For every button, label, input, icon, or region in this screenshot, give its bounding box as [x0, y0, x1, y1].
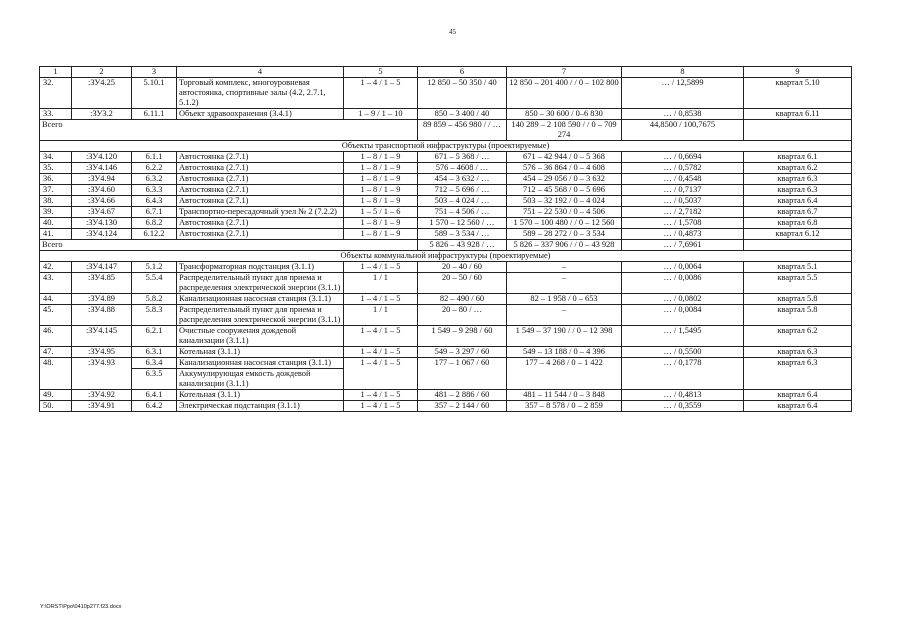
column-header: 2	[72, 67, 132, 78]
quarter-cell: квартал 6.3	[744, 174, 852, 185]
quarter-cell: квартал 5.8	[744, 294, 852, 305]
object-code: 5.8.3	[132, 305, 177, 326]
floors-cell: 1 – 8 / 1 – 9	[344, 196, 418, 207]
land-plot-code: :ЗУ4.120	[72, 152, 132, 163]
land-plot-code: :ЗУ4.130	[72, 218, 132, 229]
floors-cell: 1 – 8 / 1 – 9	[344, 218, 418, 229]
share-cell: … / 0,0802	[622, 294, 744, 305]
total-area-cell: 5 826 – 43 928 / …	[418, 240, 507, 251]
row-number: 34.	[40, 152, 72, 163]
section-title: Объекты транспортной инфраструктуры (проектируемые)	[40, 141, 852, 152]
object-code: 6.1.1	[132, 152, 177, 163]
object-code: 6.2.1	[132, 326, 177, 347]
row-number: 39.	[40, 207, 72, 218]
quarter-cell: квартал 5.10	[744, 78, 852, 109]
row-number: 36.	[40, 174, 72, 185]
land-plot-code: :ЗУ4.146	[72, 163, 132, 174]
land-plot-code: :ЗУ4.88	[72, 305, 132, 326]
floors-cell: 1 – 8 / 1 – 9	[344, 163, 418, 174]
column-header: 5	[344, 67, 418, 78]
total-area-cell: 850 – 30 600 / 0–6 830	[507, 109, 622, 120]
total-area-cell: 549 – 13 188 / 0 – 4 396	[507, 347, 622, 358]
total-area-cell: 89 859 – 456 980 / / …	[418, 120, 507, 141]
land-plot-code: :ЗУ4.25	[72, 78, 132, 109]
table-row	[40, 152, 852, 163]
total-sum-cell: 5 826 – 337 906 / / 0 – 43 928	[507, 240, 622, 251]
empty-cell	[744, 120, 852, 141]
object-name: Очистные сооружения дождевой канализации (3.1.1)	[177, 326, 344, 347]
object-code: 6.7.1	[132, 207, 177, 218]
total-area-cell: 12 850 – 201 400 / / 0 – 102 800	[507, 78, 622, 109]
object-code: 6.4.1	[132, 390, 177, 401]
share-cell: … / 0,6694	[622, 152, 744, 163]
object-code: 6.2.2	[132, 163, 177, 174]
quarter-cell: квартал 6.4	[744, 196, 852, 207]
object-name: Автостоянка (2.7.1)	[177, 185, 344, 196]
area-cell: 481 – 2 886 / 60	[418, 390, 507, 401]
object-name: Автостоянка (2.7.1)	[177, 163, 344, 174]
share-cell: … / 0,5037	[622, 196, 744, 207]
quarter-cell: квартал 5.5	[744, 273, 852, 294]
area-cell: 503 – 4 024 / …	[418, 196, 507, 207]
land-plot-code: :ЗУ4.89	[72, 294, 132, 305]
table-row	[40, 262, 852, 273]
object-name: Распределительный пункт для приема и распределения электрической энергии (3.1.1)	[177, 305, 344, 326]
quarter-cell: квартал 5.1	[744, 262, 852, 273]
share-cell: … / 0,4548	[622, 174, 744, 185]
row-number: 42.	[40, 262, 72, 273]
row-number: 47.	[40, 347, 72, 358]
floors-cell: 1 – 4 / 1 – 5	[344, 262, 418, 273]
total-area-cell: 751 – 22 530 / 0 – 4 506	[507, 207, 622, 218]
area-cell: 671 – 5 368 / …	[418, 152, 507, 163]
object-name: Котельная (3.1.1)	[177, 347, 344, 358]
quarter-cell: квартал 5.8	[744, 305, 852, 326]
data-table	[39, 66, 852, 412]
share-cell: … / 0,4813	[622, 390, 744, 401]
table-row	[40, 347, 852, 358]
footer-file-path: Y:\ORST\Ppo\0410p277.f23.docx	[40, 604, 122, 610]
total-area-cell: 589 – 28 272 / 0 – 3 534	[507, 229, 622, 240]
row-number: 49.	[40, 390, 72, 401]
share-cell: … / 0,0086	[622, 273, 744, 294]
area-cell: 549 – 3 297 / 60	[418, 347, 507, 358]
quarter-cell: квартал 6.8	[744, 218, 852, 229]
object-code: 6.3.2	[132, 174, 177, 185]
total-area-cell: 1 570 – 100 480 / / 0 – 12 560	[507, 218, 622, 229]
object-name: Аккумулирующая емкость дождевой канализации (3.1.1)	[177, 369, 344, 390]
row-number: 50.	[40, 401, 72, 412]
row-number: 45.	[40, 305, 72, 326]
row-number: 43.	[40, 273, 72, 294]
column-header: 3	[132, 67, 177, 78]
land-plot-code: :ЗУ4.60	[72, 185, 132, 196]
quarter-cell: квартал 6.1	[744, 152, 852, 163]
column-header: 9	[744, 67, 852, 78]
total-area-cell: 712 – 45 568 / 0 – 5 696	[507, 185, 622, 196]
floors-cell: 1 – 5 / 1 – 6	[344, 207, 418, 218]
total-share-cell: … / 7,6961	[622, 240, 744, 251]
share-cell: … / 0,7137	[622, 185, 744, 196]
header-row	[40, 67, 852, 78]
table-row	[40, 78, 852, 109]
table-row	[40, 163, 852, 174]
object-code: 6.3.3	[132, 185, 177, 196]
table-row	[40, 229, 852, 240]
total-label: Всего	[40, 120, 418, 141]
row-number: 35.	[40, 163, 72, 174]
table-row	[40, 207, 852, 218]
object-name: Торговый комплекс, многоуровневая автостоянка, спортивные залы (4.2, 2.7.1, 5.1.2)	[177, 78, 344, 109]
object-code: 5.1.2	[132, 262, 177, 273]
share-cell: … / 0,4873	[622, 229, 744, 240]
quarter-cell: квартал 6.4	[744, 390, 852, 401]
total-area-cell: 576 – 36 864 / 0 – 4 608	[507, 163, 622, 174]
quarter-cell: квартал 6.4	[744, 401, 852, 412]
share-cell: … / 0,8538	[622, 109, 744, 120]
object-name: Распределительный пункт для приема и распределения электрической энергии (3.1.1)	[177, 273, 344, 294]
total-share-cell: 44,8500 / 100,7675	[622, 120, 744, 141]
land-plot-code: :ЗУ4.93	[72, 358, 132, 390]
area-cell: 850 – 3 400 / 40	[418, 109, 507, 120]
area-cell: 357 – 2 144 / 60	[418, 401, 507, 412]
land-plot-code: :ЗУ4.147	[72, 262, 132, 273]
table-row	[40, 401, 852, 412]
object-name: Автостоянка (2.7.1)	[177, 152, 344, 163]
page-number: 45	[449, 28, 456, 36]
object-code: 5.10.1	[132, 78, 177, 109]
object-name: Автостоянка (2.7.1)	[177, 218, 344, 229]
area-cell: 12 850 – 50 350 / 40	[418, 78, 507, 109]
area-cell: 589 – 3 534 / …	[418, 229, 507, 240]
table-row	[40, 326, 852, 347]
object-name: Электрическая подстанция (3.1.1)	[177, 401, 344, 412]
floors-cell: 1 – 8 / 1 – 9	[344, 185, 418, 196]
table-body	[40, 67, 852, 412]
object-code: 6.3.4	[132, 358, 177, 369]
object-name: Канализационная насосная станция (3.1.1)	[177, 294, 344, 305]
area-cell: 82 – 490 / 60	[418, 294, 507, 305]
floors-cell: 1 – 4 / 1 – 5	[344, 358, 418, 390]
total-sum-cell: 140 289 – 2 108 590 / / 0 – 709 274	[507, 120, 622, 141]
section-title: Объекты коммунальной инфраструктуры (проектируемые)	[40, 251, 852, 262]
area-cell: 177 – 1 067 / 60	[418, 358, 507, 390]
floors-cell: 1 – 4 / 1 – 5	[344, 78, 418, 109]
share-cell: … / 12,5899	[622, 78, 744, 109]
object-code: 6.11.1	[132, 109, 177, 120]
total-row	[40, 120, 852, 141]
area-cell: 20 – 40 / 60	[418, 262, 507, 273]
total-area-cell: –	[507, 273, 622, 294]
land-plot-code: :ЗУ4.95	[72, 347, 132, 358]
land-plot-code: :ЗУ4.124	[72, 229, 132, 240]
total-area-cell: 82 – 1 958 / 0 – 653	[507, 294, 622, 305]
land-plot-code: :ЗУ4.85	[72, 273, 132, 294]
object-code: 6.3.1	[132, 347, 177, 358]
row-number: 44.	[40, 294, 72, 305]
share-cell: … / 0,3559	[622, 401, 744, 412]
share-cell: … / 0,0064	[622, 262, 744, 273]
total-area-cell: 357 – 8 578 / 0 – 2 859	[507, 401, 622, 412]
object-name: Объект здравоохранения (3.4.1)	[177, 109, 344, 120]
floors-cell: 1 – 4 / 1 – 5	[344, 326, 418, 347]
area-cell: 1 549 – 9 298 / 60	[418, 326, 507, 347]
object-code: 6.4.2	[132, 401, 177, 412]
column-header: 7	[507, 67, 622, 78]
floors-cell: 1 – 4 / 1 – 5	[344, 390, 418, 401]
section-title-row	[40, 251, 852, 262]
row-number: 46.	[40, 326, 72, 347]
row-number: 38.	[40, 196, 72, 207]
row-number: 48.	[40, 358, 72, 390]
column-header: 8	[622, 67, 744, 78]
column-header: 1	[40, 67, 72, 78]
row-number: 37.	[40, 185, 72, 196]
object-name: Автостоянка (2.7.1)	[177, 174, 344, 185]
total-label: Всего	[40, 240, 418, 251]
quarter-cell: квартал 6.2	[744, 326, 852, 347]
land-plot-code: :ЗУ4.94	[72, 174, 132, 185]
share-cell: … / 1,5708	[622, 218, 744, 229]
total-area-cell: 177 – 4 268 / 0 – 1 422	[507, 358, 622, 390]
object-name: Канализационная насосная станция (3.1.1)	[177, 358, 344, 369]
floors-cell: 1 – 4 / 1 – 5	[344, 294, 418, 305]
object-code: 6.12.2	[132, 229, 177, 240]
total-area-cell: 481 – 11 544 / 0 – 3 848	[507, 390, 622, 401]
floors-cell: 1 – 9 / 1 – 10	[344, 109, 418, 120]
share-cell: … / 0,5500	[622, 347, 744, 358]
total-area-cell: 1 549 – 37 190 / / 0 – 12 398	[507, 326, 622, 347]
share-cell: … / 0,0084	[622, 305, 744, 326]
floors-cell: 1 – 4 / 1 – 5	[344, 347, 418, 358]
land-plot-code: :ЗУ4.92	[72, 390, 132, 401]
total-area-cell: 454 – 29 056 / 0 – 3 632	[507, 174, 622, 185]
land-plot-code: :ЗУ4.66	[72, 196, 132, 207]
table-row	[40, 273, 852, 294]
table-row	[40, 174, 852, 185]
empty-cell	[744, 240, 852, 251]
share-cell: … / 0,5782	[622, 163, 744, 174]
row-number: 33.	[40, 109, 72, 120]
land-plot-code: :ЗУ4.145	[72, 326, 132, 347]
quarter-cell: квартал 6.7	[744, 207, 852, 218]
object-name: Трансформаторная подстанция (3.1.1)	[177, 262, 344, 273]
total-area-cell: 503 – 32 192 / 0 – 4 024	[507, 196, 622, 207]
quarter-cell: квартал 6.12	[744, 229, 852, 240]
floors-cell: 1 – 8 / 1 – 9	[344, 174, 418, 185]
total-area-cell: –	[507, 262, 622, 273]
table-row	[40, 218, 852, 229]
table-row	[40, 305, 852, 326]
quarter-cell: квартал 6.3	[744, 358, 852, 390]
section-title-row	[40, 141, 852, 152]
object-name: Котельная (3.1.1)	[177, 390, 344, 401]
quarter-cell: квартал 6.2	[744, 163, 852, 174]
table-row	[40, 390, 852, 401]
quarter-cell: квартал 6.11	[744, 109, 852, 120]
row-number: 40.	[40, 218, 72, 229]
table-row	[40, 358, 852, 369]
object-code: 6.4.3	[132, 196, 177, 207]
quarter-cell: квартал 6.3	[744, 347, 852, 358]
object-name: Транспортно-пересадочный узел № 2 (7.2.2)	[177, 207, 344, 218]
area-cell: 1 570 – 12 560 / …	[418, 218, 507, 229]
area-cell: 712 – 5 696 / …	[418, 185, 507, 196]
object-name: Автостоянка (2.7.1)	[177, 196, 344, 207]
area-cell: 576 – 4608 / …	[418, 163, 507, 174]
area-cell: 20 – 50 / 60	[418, 273, 507, 294]
table-row	[40, 109, 852, 120]
column-header: 4	[177, 67, 344, 78]
column-header: 6	[418, 67, 507, 78]
floors-cell: 1 – 8 / 1 – 9	[344, 229, 418, 240]
floors-cell: 1 / 1	[344, 273, 418, 294]
area-cell: 751 – 4 506 / …	[418, 207, 507, 218]
total-area-cell: 671 – 42 944 / 0 – 5 368	[507, 152, 622, 163]
row-number: 32.	[40, 78, 72, 109]
share-cell: … / 1,5495	[622, 326, 744, 347]
quarter-cell: квартал 6.3	[744, 185, 852, 196]
row-number: 41.	[40, 229, 72, 240]
land-plot-code: :ЗУ3.2	[72, 109, 132, 120]
table-row	[40, 185, 852, 196]
table-row	[40, 294, 852, 305]
land-plot-code: :ЗУ4.91	[72, 401, 132, 412]
share-cell: … / 0,1778	[622, 358, 744, 390]
floors-cell: 1 – 4 / 1 – 5	[344, 401, 418, 412]
table-row	[40, 196, 852, 207]
object-code: 5.5.4	[132, 273, 177, 294]
object-name: Автостоянка (2.7.1)	[177, 229, 344, 240]
object-code: 6.8.2	[132, 218, 177, 229]
total-row	[40, 240, 852, 251]
floors-cell: 1 / 1	[344, 305, 418, 326]
floors-cell: 1 – 8 / 1 – 9	[344, 152, 418, 163]
share-cell: … / 2,7182	[622, 207, 744, 218]
object-code: 6.3.5	[132, 369, 177, 390]
area-cell: 20 – 80 / …	[418, 305, 507, 326]
land-plot-code: :ЗУ4.67	[72, 207, 132, 218]
total-area-cell: –	[507, 305, 622, 326]
object-code: 5.8.2	[132, 294, 177, 305]
area-cell: 454 – 3 632 / …	[418, 174, 507, 185]
